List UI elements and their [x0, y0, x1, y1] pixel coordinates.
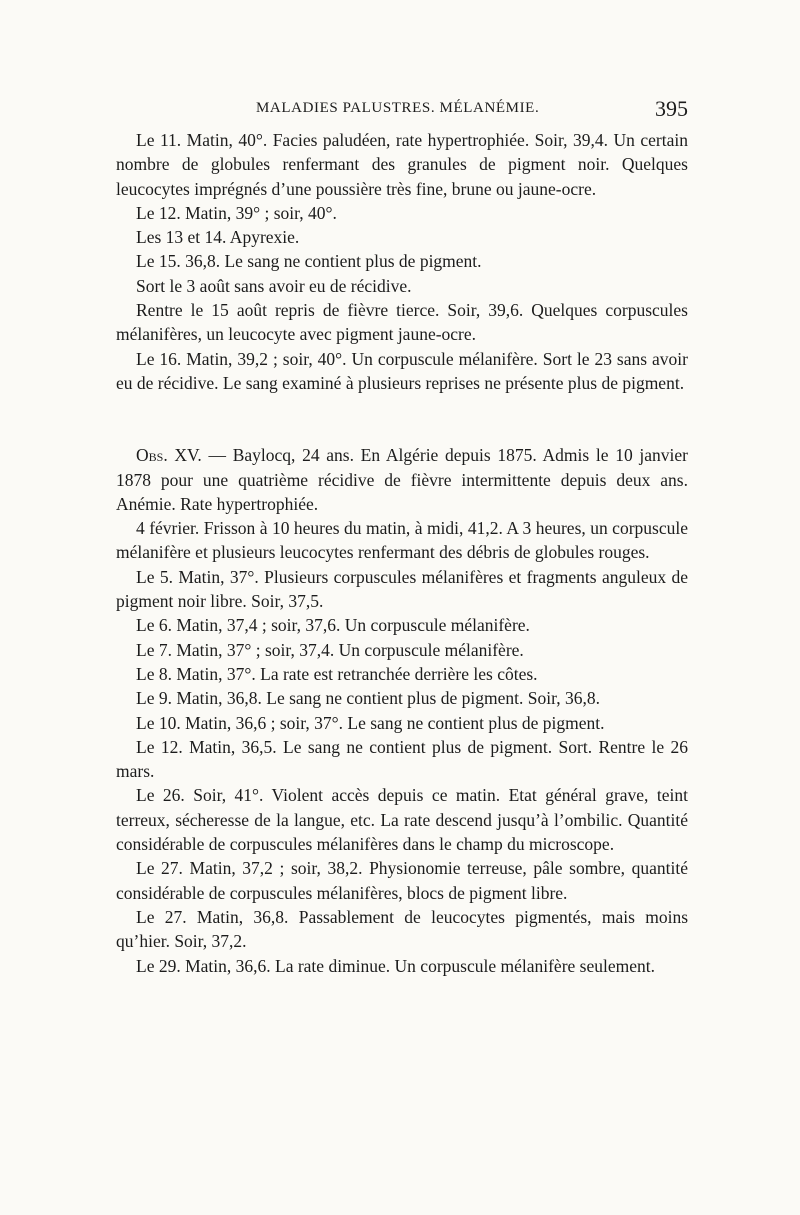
paragraph: Le 27. Matin, 36,8. Passablement de leucocytes pigmentés, mais moins qu’hier. Soir, 37,2. [116, 906, 688, 952]
paragraph: Le 9. Matin, 36,8. Le sang ne contient plus de pigment. Soir, 36,8. [136, 688, 600, 709]
paragraph: Le 6. Matin, 37,4 ; soir, 37,6. Un corpuscule mélanifère. [136, 615, 530, 636]
body-text [116, 128, 688, 978]
paragraph: Le 11. Matin, 40°. Facies paludéen, rate hypertrophiée. Soir, 39,4. Un certain nombre de globules renfermant des granules de pigment noir. Quelques leucocytes imprégnés d’une poussière très fine, brune ou jaune-ocre. [116, 130, 688, 199]
paragraph: Le 8. Matin, 37°. La rate est retranchée derrière les côtes. [136, 663, 538, 684]
observation-label: Obs. XV. [136, 445, 202, 466]
paragraph: Le 7. Matin, 37° ; soir, 37,4. Un corpuscule mélanifère. [136, 639, 524, 660]
section-gap [116, 395, 688, 443]
page-number: 395 [655, 96, 688, 121]
paragraph: Le 15. 36,8. Le sang ne contient plus de pigment. [136, 251, 482, 272]
paragraph: 4 février. Frisson à 10 heures du matin, à midi, 41,2. A 3 heures, un corpuscule mélanifère et plusieurs leucocytes renfermant des débris de globules rouges. [116, 518, 688, 563]
paragraph: Le 5. Matin, 37°. Plusieurs corpuscules mélanifères et fragments anguleux de pigment noir libre. Soir, 37,5. [116, 566, 688, 612]
paragraph: Le 10. Matin, 36,6 ; soir, 37°. Le sang ne contient plus de pigment. [136, 712, 605, 733]
paragraph: Le 27. Matin, 37,2 ; soir, 38,2. Physionomie terreuse, pâle sombre, quantité considérable de corpuscules mélanifères, blocs de pigment libre. [116, 858, 688, 903]
observation-intro: — Baylocq, 24 ans. En Algérie depuis 1875. Admis le 10 janvier 1878 pour une quatrième récidive de fièvre intermittente depuis deux ans. Anémie. Rate hypertrophiée. [116, 445, 688, 514]
page-header [256, 96, 688, 126]
paragraph: Le 12. Matin, 36,5. Le sang ne contient plus de pigment. Sort. Rentre le 26 mars. [116, 736, 688, 782]
observation-heading-paragraph [116, 443, 688, 516]
paragraph: Le 16. Matin, 39,2 ; soir, 40°. Un corpuscule mélanifère. Sort le 23 sans avoir eu de récidive. Le sang examiné à plusieurs reprises ne présente plus de pigment. [116, 348, 688, 393]
paragraph: Sort le 3 août sans avoir eu de récidive. [136, 275, 412, 296]
running-title: MALADIES PALUSTRES. MÉLANÉMIE. [256, 100, 540, 116]
paragraph: Le 12. Matin, 39° ; soir, 40°. [136, 202, 337, 223]
paragraph: Rentre le 15 août repris de fièvre tierce. Soir, 39,6. Quelques corpuscules mélanifères, un leucocyte avec pigment jaune-ocre. [116, 300, 688, 345]
paragraph: Le 29. Matin, 36,6. La rate diminue. Un corpuscule mélanifère seulement. [136, 955, 655, 976]
paragraph: Le 26. Soir, 41°. Violent accès depuis ce matin. Etat général grave, teint terreux, sécheresse de la langue, etc. La rate descend jusqu’à l’ombilic. Quantité considérable de corpuscules mélanifères dans le champ du microscope. [116, 785, 688, 855]
paragraph: Les 13 et 14. Apyrexie. [136, 227, 300, 248]
